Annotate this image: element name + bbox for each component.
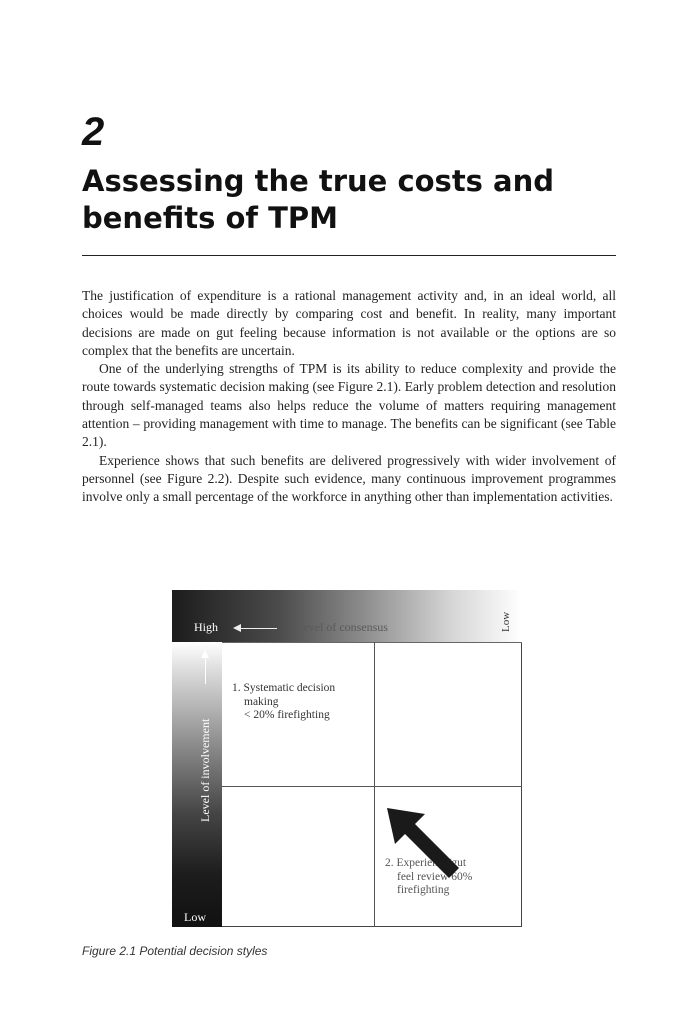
grid-vertical-divider <box>374 642 375 927</box>
chapter-number: 2 <box>82 110 105 154</box>
involvement-low-label: Low <box>184 910 206 924</box>
quadrant-grid <box>222 642 522 927</box>
diagonal-arrow-icon <box>377 800 467 890</box>
consensus-high-label: High <box>194 620 218 634</box>
involvement-axis-label: Level of involvement <box>198 718 212 822</box>
quadrant-1-text <box>232 682 372 723</box>
figure-caption: Figure 2.1 Potential decision styles <box>82 944 268 958</box>
decision-styles-figure <box>172 590 522 927</box>
quadrant-2-line-1: 2. Experience/gut <box>385 857 467 869</box>
quadrant-2-line-3: firefighting <box>397 884 450 896</box>
consensus-axis-label: Level of consensus <box>296 620 388 634</box>
quadrant-1-line-3: < 20% firefighting <box>244 709 330 721</box>
title-rule <box>82 255 616 256</box>
up-arrow-icon <box>205 656 206 684</box>
grid-horizontal-divider <box>222 786 522 787</box>
quadrant-1-line-2: making <box>244 695 279 708</box>
paragraph-1: The justification of expenditure is a rational management activity and, in an ideal world, all choices would be made directly by comparing cost and benefit. In reality, many important decisions are made on gut feeling because information is not available or the options are so complex that the benefits are uncertain. <box>82 288 616 358</box>
grid-top-line <box>222 642 522 643</box>
body-text <box>82 287 616 507</box>
paragraph-2: One of the underlying strengths of TPM is its ability to reduce complexity and provide the route towards systematic decision making (see Figure 2.1). Early problem detection and resolution through self-managed teams also helps reduce the volume of matters requiring management attention – providing management with time to manage. The benefits can be significant (see Table 2.1). <box>82 361 616 450</box>
involvement-gradient-bar <box>172 642 222 927</box>
consensus-low-label: Low <box>500 611 512 633</box>
quadrant-2-line-2: feel review 60% <box>397 870 473 883</box>
left-arrow-icon <box>235 628 277 629</box>
chapter-title: Assessing the true costs and benefits of TPM <box>82 164 555 235</box>
quadrant-1-line-1: 1. Systematic decision <box>232 682 336 694</box>
paragraph-3: Experience shows that such benefits are delivered progressively with wider involvement of personnel (see Figure 2.2). Despite such evidence, many continuous improvement programmes involve only a small percentage of the workforce in anything other than implementation activities. <box>82 452 616 505</box>
